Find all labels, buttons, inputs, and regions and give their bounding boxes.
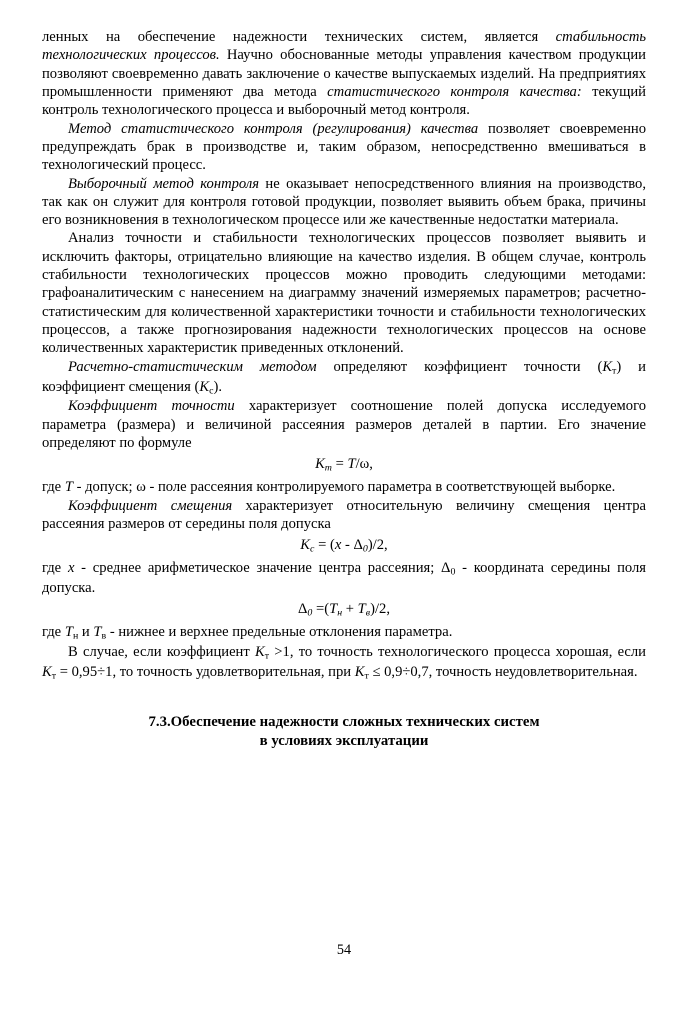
formula-delta-zero: $\Delta_0 =(T_н + T_в)/2$,	[298, 601, 390, 619]
formula-2-explanation: где x - среднее арифметическое значение центра рассеяния; $\Delta_0$ - координата середины поля допуска.	[42, 560, 647, 597]
paragraph-6: Коэффициент точности характеризует соотношение полей допуска исследуемого параметра (размера) и величиной рассеяния размеров деталей в партии. Его значение определяют по формуле	[42, 398, 646, 452]
section-heading-line-2: в условиях эксплуатации	[259, 733, 429, 750]
page-number: 54	[336, 942, 352, 958]
section-heading-line-1: 7.3.Обеспечение надежности сложных технических систем	[148, 713, 540, 730]
paragraph-8: В случае, если коэффициент $K_т >1$, то точность технологического процесса хорошая, если $K_т = 0,95\div 1$, то точность удовлетворительная, при $K_т \le 0,9\div 0,7$, точность неудовлетворительная.	[42, 644, 646, 682]
paragraph-3: Выборочный метод контроля не оказывает непосредственного влияния на производство, так как он служит для контроля готовой продукции, позволяет выявить объем брака, причины его возникновения в технологическом процессе или же качественные недостатки материала.	[42, 175, 646, 229]
paragraph-1: ленных на обеспечение надежности технических систем, является стабильность технологических процессов. Научно обоснованные методы управления качеством продукции позволяют своевременно давать заключение о качестве выпускаемых изделий. На предприятиях промышленности применяют два метода статистического контроля качества: текущий контроль технологического процесса и выборочный метод контроля.	[42, 29, 646, 119]
paragraph-5: Расчетно-статистическим методом определяют коэффициент точности $(K_т)$ и коэффициент смещения $(K_с)$.	[42, 358, 646, 396]
paragraph-2: Метод статистического контроля (регулирования) качества позволяет своевременно предупреждать брак в производстве и, таким образом, непосредственно вмешиваться в технологический процесс.	[42, 120, 646, 174]
formula-shift-coefficient: $K_с = (x - \Delta_0)/2$,	[300, 537, 388, 555]
paragraph-7: Коэффициент смещения характеризует относительную величину смещения центра рассеяния размеров от середины поля допуска	[42, 497, 646, 532]
formula-1-explanation: где T - допуск; ω - поле рассеяния контролируемого параметра в соответствующей выборке.	[42, 479, 616, 496]
formula-accuracy-coefficient: $K_т = T/\omega$,	[315, 456, 373, 474]
section-heading	[42, 713, 646, 751]
paragraph-4: Анализ точности и стабильности технологических процессов позволяет выявить и исключить факторы, отрицательно влияющие на качество изделия. В общем случае, контроль стабильности технологических процессов можно проводить следующими методами: графоаналитическим с нанесением на диаграмму значений измеряемых параметров; расчетно-статистическим для количественной характеристики точности и стабильности технологических процессов, а также прогнозирования надежности технологических процессов на основе количественных характеристик приведенных отклонений.	[42, 230, 646, 357]
formula-3-explanation: где $T_н$ и $T_в$ - нижнее и верхнее предельные отклонения параметра.	[42, 624, 453, 642]
